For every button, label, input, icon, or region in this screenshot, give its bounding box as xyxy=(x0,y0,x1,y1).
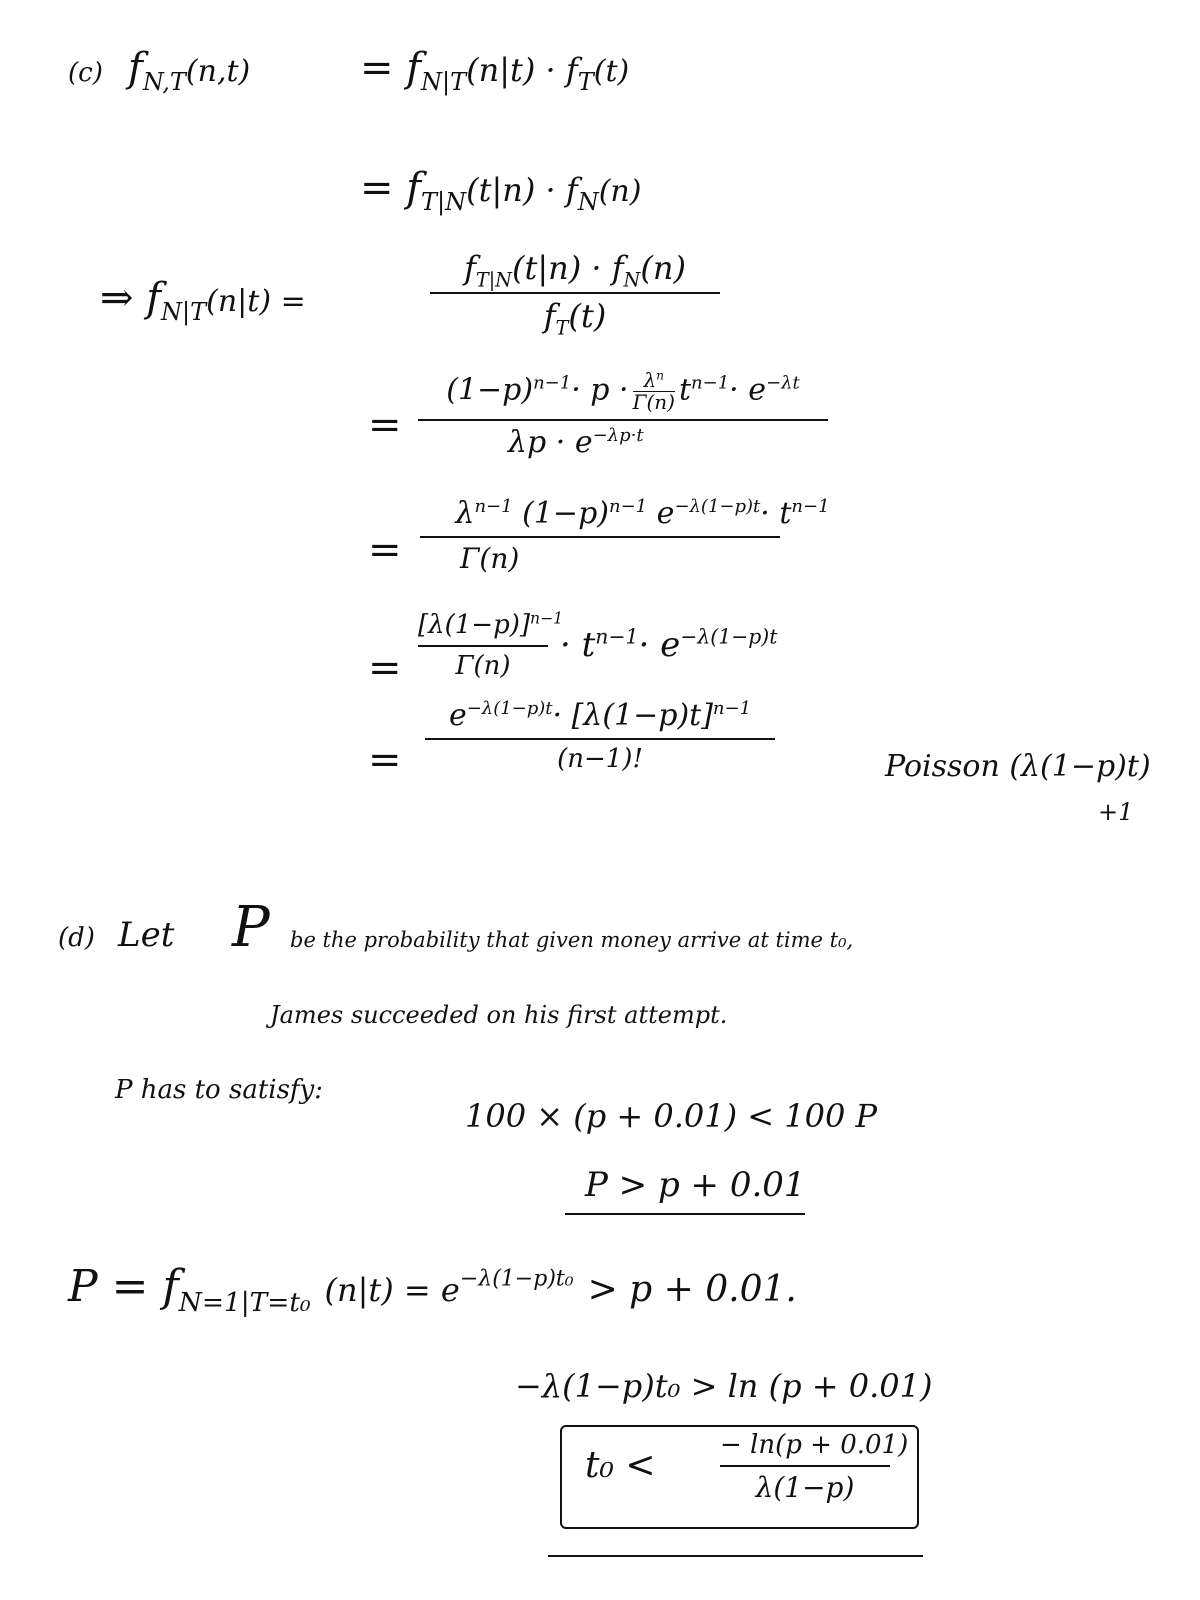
subscript: N,T xyxy=(142,68,186,96)
t5: λp · e xyxy=(508,425,593,460)
result-numerator: − ln(p + 0.01) xyxy=(720,1430,909,1460)
part-d-label: (d) xyxy=(58,923,95,953)
subscript: T xyxy=(555,315,569,339)
fraction-bar xyxy=(425,738,775,740)
sup: n−1 xyxy=(712,698,752,719)
poisson-denominator: (n−1)! xyxy=(557,743,643,774)
result-denominator: λ(1−p) xyxy=(755,1471,855,1505)
sup: n−1 xyxy=(691,372,730,394)
subscript: N xyxy=(623,268,641,292)
t1: λ xyxy=(455,496,475,531)
poisson-numerator xyxy=(425,700,775,732)
gamma-fraction xyxy=(418,609,564,682)
conditional-density-lhs xyxy=(100,275,306,326)
rhs-a: = f xyxy=(360,45,422,91)
simplified-denominator: Γ(n) xyxy=(460,541,520,575)
result-fraction xyxy=(720,1430,909,1505)
rhs-c: (t) xyxy=(593,54,630,89)
gamma-denominator: Γ(n) xyxy=(455,651,511,682)
subscript: T|N xyxy=(475,268,512,292)
poisson-note: Poisson (λ(1−p)t) xyxy=(885,749,1151,784)
subscript: T xyxy=(577,68,594,96)
subscript: N|T xyxy=(421,68,467,96)
rhs-b: (n|t) · f xyxy=(466,51,578,89)
P-definition xyxy=(68,1261,797,1318)
gamma-numerator xyxy=(418,609,564,640)
simplified-numerator xyxy=(420,498,865,530)
sup: −λ(1−p)t xyxy=(674,496,761,517)
t3: > p + 0.01. xyxy=(587,1269,797,1310)
equals-sign: = xyxy=(368,527,402,573)
bayes-denominator xyxy=(430,296,720,339)
equals-sign: = xyxy=(368,737,402,783)
fraction-bar xyxy=(420,536,780,538)
sup: −λ(1−p)t₀ xyxy=(459,1266,574,1292)
sup: n−1 xyxy=(608,496,648,517)
bayes-fraction xyxy=(430,249,720,339)
lambda: λ xyxy=(643,368,657,392)
t2: (1−p) xyxy=(522,496,609,531)
fraction-bar xyxy=(418,419,828,421)
t3: t xyxy=(678,372,692,408)
args: (n|t) = xyxy=(206,284,306,319)
t2: · p · xyxy=(571,372,629,408)
f-a: f xyxy=(464,249,476,287)
t1: (1−p) xyxy=(446,372,534,408)
lambda-over-gamma xyxy=(633,370,675,413)
part-c-label: (c) xyxy=(68,58,103,88)
inequality-1: 100 × (p + 0.01) < 100 P xyxy=(465,1097,878,1135)
alt-b: (t|n) · f xyxy=(466,171,578,209)
underline xyxy=(565,1213,805,1215)
gamma: Γ(n) xyxy=(632,390,675,414)
implies-arrow: ⇒ f xyxy=(100,275,162,321)
sup: −λp·t xyxy=(592,425,644,446)
sup: n−1 xyxy=(595,624,639,649)
sup: −λt xyxy=(766,372,800,394)
sup: n−1 xyxy=(533,372,572,394)
t2: (n|t) = e xyxy=(324,1271,460,1309)
f-d: f xyxy=(543,296,556,335)
subscript: N xyxy=(577,188,599,216)
let-definition: be the probability that given money arrive at time t₀, xyxy=(290,928,854,952)
substituted-denominator xyxy=(418,427,828,459)
joint-density-rhs xyxy=(360,45,630,96)
subscript: N|T xyxy=(161,298,207,326)
t3: · e xyxy=(638,625,681,665)
let-word: Let xyxy=(118,915,175,955)
inequality-3: −λ(1−p)t₀ > ln (p + 0.01) xyxy=(515,1367,933,1405)
fraction-bar xyxy=(430,292,720,294)
args: (n,t) xyxy=(185,54,251,89)
joint-density-alt xyxy=(360,165,642,216)
sup: n−1 xyxy=(791,496,830,517)
simplified-fraction xyxy=(420,498,865,573)
t1: [λ(1−p)] xyxy=(418,610,531,640)
alt-a: = f xyxy=(360,165,422,211)
bayes-numerator xyxy=(430,249,720,292)
f-e: (t) xyxy=(568,296,607,335)
alt-c: (n) xyxy=(598,174,642,209)
satisfy-label: P has to satisfy: xyxy=(115,1075,323,1105)
subscript: N=1|T=t₀ xyxy=(178,1286,311,1318)
f-symbol: f xyxy=(128,45,143,91)
sup: −λ(1−p)t xyxy=(466,698,553,719)
sup: n xyxy=(656,368,664,383)
t3: e xyxy=(656,496,675,531)
joint-density-lhs xyxy=(128,45,251,96)
t4: · e xyxy=(729,372,766,408)
sup: n−1 xyxy=(530,609,564,628)
gamma-tail xyxy=(560,624,778,665)
t2: · t xyxy=(560,625,596,665)
fraction-bar xyxy=(720,1465,890,1467)
t1: P = f xyxy=(68,1261,179,1312)
substituted-numerator xyxy=(418,370,828,413)
inequality-2: P > p + 0.01 xyxy=(585,1165,806,1205)
sup: n−1 xyxy=(474,496,513,517)
sup: −λ(1−p)t xyxy=(680,624,778,649)
t4: · t xyxy=(760,496,792,531)
f-b: (t|n) · f xyxy=(511,249,624,287)
t1: e xyxy=(448,698,467,733)
f-c: (n) xyxy=(640,249,686,287)
let-P: P xyxy=(232,895,270,960)
equals-sign: = xyxy=(368,645,402,691)
subscript: T|N xyxy=(421,188,467,216)
fraction-bar xyxy=(418,645,548,647)
t2: · [λ(1−p)t] xyxy=(552,698,713,733)
result-lhs: t₀ < xyxy=(585,1445,656,1486)
poisson-fraction xyxy=(425,700,775,773)
substituted-fraction xyxy=(418,370,828,459)
equals-sign: = xyxy=(368,402,402,448)
underline xyxy=(548,1555,923,1557)
poisson-plus-one: +1 xyxy=(1098,798,1134,826)
james-line: James succeeded on his first attempt. xyxy=(270,1001,728,1029)
